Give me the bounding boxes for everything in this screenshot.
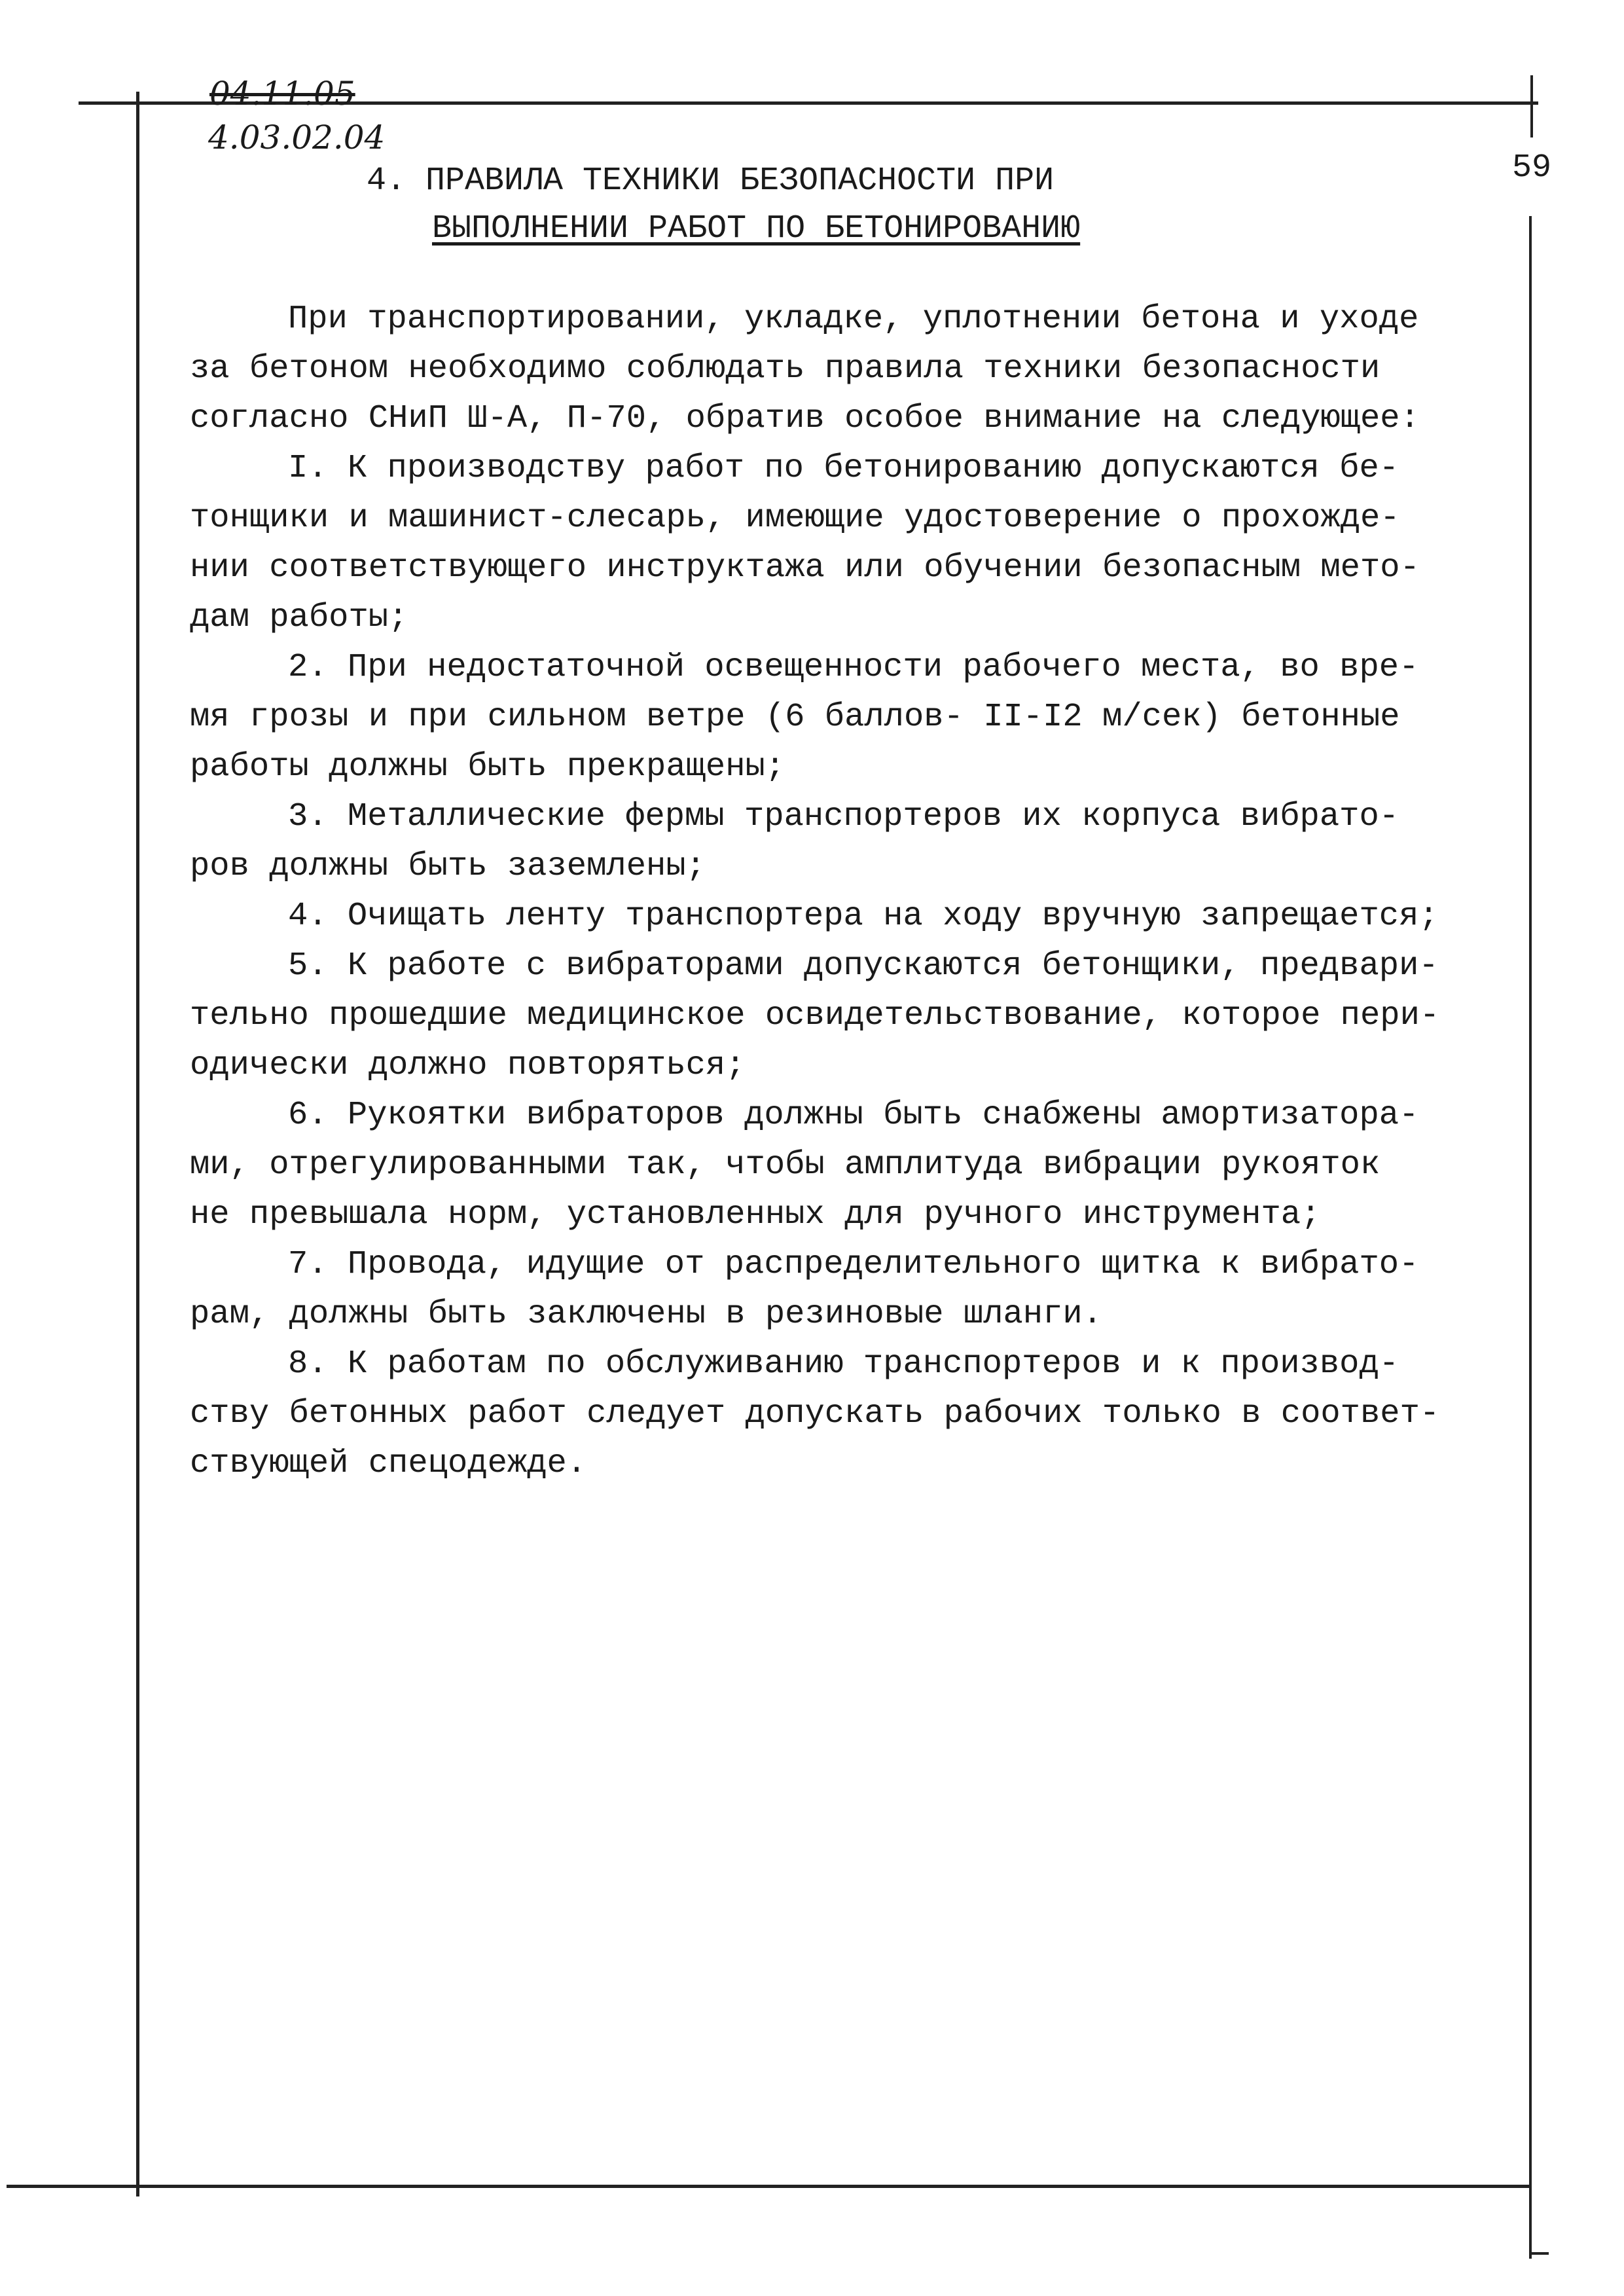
section-heading-line-1: 4. ПРАВИЛА ТЕХНИКИ БЕЗОПАСНОСТИ ПРИ <box>367 162 1055 200</box>
text-line: согласно СНиП Ш-А, П-70, обратив особое внимание на следующее: <box>190 400 1420 437</box>
text-line: 7. Провода, идущие от распределительного щитка к вибрато- <box>288 1246 1419 1283</box>
frame-right-rule-top <box>1530 75 1533 137</box>
body-text <box>190 295 1479 1489</box>
handwritten-code-struck: 04.11.05 <box>209 75 355 113</box>
frame-right-rule <box>1529 216 1532 2259</box>
text-line: 3. Металлические фермы транспортеров их корпуса вибрато- <box>288 798 1399 835</box>
text-line: не превышала норм, установленных для ручного инструмента; <box>190 1196 1321 1233</box>
text-line: рам, должны быть заключены в резиновые шланги. <box>190 1296 1103 1333</box>
frame-bottom-right-tick <box>1529 2252 1549 2255</box>
text-line: работы должны быть прекращены; <box>190 748 785 786</box>
text-line: тонщики и машинист-слесарь, имеющие удостоверение о прохожде- <box>190 500 1400 537</box>
text-line: ров должны быть заземлены; <box>190 848 706 885</box>
text-line: 8. К работам по обслуживанию транспортеров и к производ- <box>288 1345 1399 1383</box>
text-line: за бетоном необходимо соблюдать правила техники безопасности <box>190 350 1380 388</box>
page-number: 59 <box>1512 149 1552 187</box>
text-line: тельно прошедшие медицинское освидетельствование, которое пери- <box>190 997 1440 1034</box>
frame-left-rule <box>136 92 139 2196</box>
section-heading-line-2: ВЫПОЛНЕНИИ РАБОТ ПО БЕТОНИРОВАНИЮ <box>432 210 1081 247</box>
text-line: дам работы; <box>190 599 408 636</box>
text-line: ми, отрегулированными так, чтобы амплитуда вибрации рукояток <box>190 1146 1380 1184</box>
text-line: одически должно повторяться; <box>190 1047 746 1084</box>
frame-bottom-rule <box>7 2185 1532 2188</box>
text-line: При транспортировании, укладке, уплотнении бетона и уходе <box>288 301 1419 338</box>
text-line: 2. При недостаточной освещенности рабочего места, во вре- <box>288 649 1419 686</box>
text-line: 5. К работе с вибраторами допускаются бетонщики, предвари- <box>288 947 1439 985</box>
text-line: 6. Рукоятки вибраторов должны быть снабжены амортизатора- <box>288 1097 1419 1134</box>
text-line: ству бетонных работ следует допускать рабочих только в соответ- <box>190 1395 1440 1432</box>
handwritten-code: 4.03.02.04 <box>208 118 386 156</box>
text-line: I. К производству работ по бетонированию допускаются бе- <box>288 450 1399 487</box>
text-line: 4. Очищать ленту транспортера на ходу вручную запрещается; <box>288 898 1439 935</box>
text-line: нии соответствующего инструктажа или обучении безопасным мето- <box>190 549 1420 587</box>
text-line: ствующей спецодежде. <box>190 1445 587 1482</box>
text-line: мя грозы и при сильном ветре (6 баллов- II-I2 м/сек) бетонные <box>190 699 1400 736</box>
